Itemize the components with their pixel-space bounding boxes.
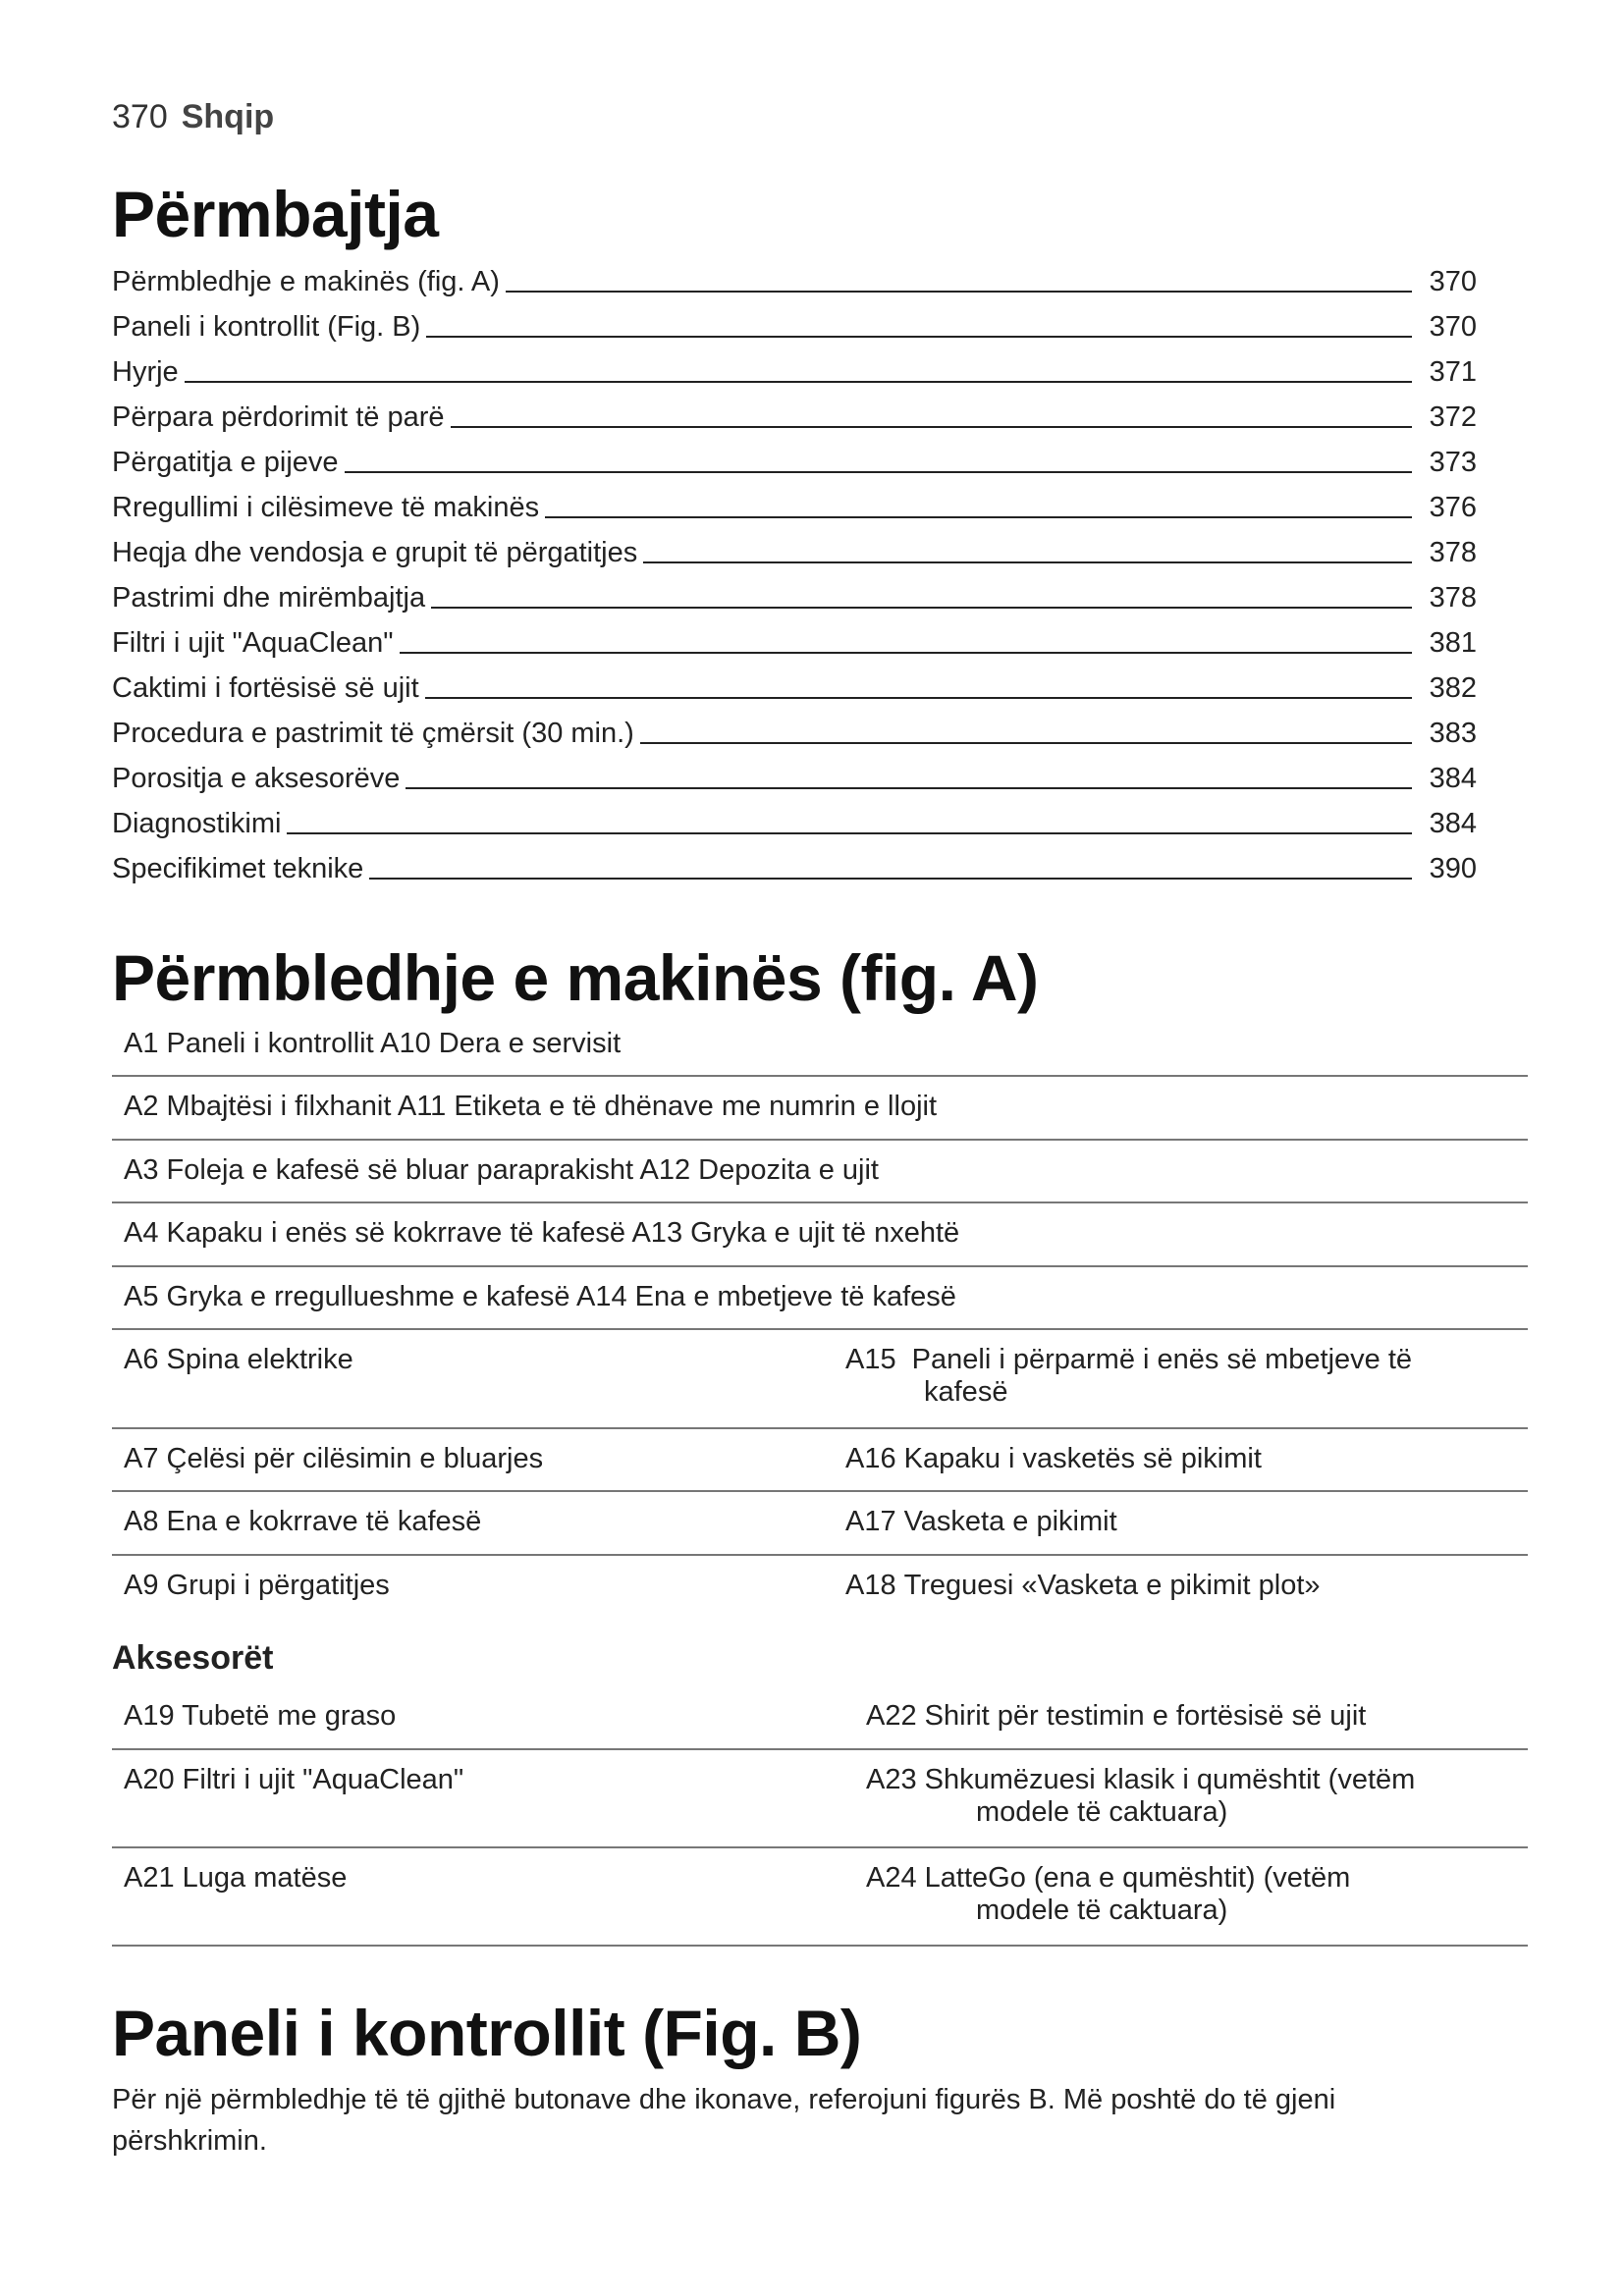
parts-row-text: A3 Foleja e kafesë së bluar paraprakisht A12 Depozita e ujit xyxy=(124,1154,879,1186)
toc-entry[interactable]: Porositja e aksesorëve 384 xyxy=(112,763,1477,794)
table-row xyxy=(112,1686,1528,1749)
toc-entry[interactable]: Hyrje 371 xyxy=(112,356,1477,388)
table-row xyxy=(112,1847,1528,1946)
accessory-left-cell: A20 Filtri i ujit "AquaClean" xyxy=(124,1764,464,1795)
accessory-right-cell: A23 Shkumëzuesi klasik i qumështit (vetëm modele të caktuara) xyxy=(866,1764,1416,1828)
language-label: Shqip xyxy=(181,98,275,135)
table-row xyxy=(112,1140,1528,1202)
toc-entry[interactable]: Heqja dhe vendosja e grupit të përgatitjes 378 xyxy=(112,537,1477,568)
overview-title: Përmbledhje e makinës (fig. A) xyxy=(112,941,1039,1014)
toc-entry[interactable]: Pastrimi dhe mirëmbajtja 378 xyxy=(112,582,1477,614)
toc-entry[interactable]: Paneli i kontrollit (Fig. B) 370 xyxy=(112,311,1477,343)
parts-left-cell: A8 Ena e kokrrave të kafesë xyxy=(124,1506,482,1537)
toc-entry[interactable]: Rregullimi i cilësimeve të makinës 376 xyxy=(112,492,1477,523)
table-row xyxy=(112,1266,1528,1329)
toc-entry[interactable]: Procedura e pastrimit të çmërsit (30 min.) 383 xyxy=(112,718,1477,749)
table-row xyxy=(112,1491,1528,1555)
control-panel-title: Paneli i kontrollit (Fig. B) xyxy=(112,1997,862,2069)
toc-entry[interactable]: Diagnostikimi 384 xyxy=(112,808,1477,839)
toc-entry[interactable]: Specifikimet teknike 390 xyxy=(112,853,1477,884)
toc-entry[interactable]: Caktimi i fortësisë së ujit 382 xyxy=(112,672,1477,704)
accessory-right-cell: A22 Shirit për testimin e fortësisë së ujit xyxy=(866,1700,1367,1732)
table-row xyxy=(112,1014,1528,1076)
parts-table xyxy=(112,1014,1528,1618)
toc-entry[interactable]: Përmbledhje e makinës (fig. A) 370 xyxy=(112,266,1477,297)
accessories-heading: Aksesorët xyxy=(112,1639,274,1677)
parts-left-cell: A7 Çelësi për cilësimin e bluarjes xyxy=(124,1443,544,1474)
toc-entry[interactable]: Përgatitja e pijeve 373 xyxy=(112,447,1477,478)
parts-right-cell: A16 Kapaku i vasketës së pikimit xyxy=(845,1443,1262,1474)
parts-left-cell: A6 Spina elektrike xyxy=(124,1344,353,1375)
accessory-right-cell: A24 LatteGo (ena e qumështit) (vetëm modele të caktuara) xyxy=(866,1862,1351,1926)
parts-row-text: A2 Mbajtësi i filxhanit A11 Etiketa e të dhënave me numrin e llojit xyxy=(124,1091,938,1122)
accessory-left-cell: A21 Luga matëse xyxy=(124,1862,348,1894)
parts-left-cell: A9 Grupi i përgatitjes xyxy=(124,1570,390,1601)
parts-row-text: A4 Kapaku i enës së kokrrave të kafesë A13 Gryka e ujit të nxehtë xyxy=(124,1217,960,1249)
page-number: 370 xyxy=(112,98,168,135)
toc-entry[interactable]: Përpara përdorimit të parë 372 xyxy=(112,401,1477,433)
table-of-contents xyxy=(112,253,1477,885)
parts-right-cell: A18 Treguesi «Vasketa e pikimit plot» xyxy=(845,1570,1321,1601)
parts-row-text: A5 Gryka e rregullueshme e kafesë A14 Ena e mbetjeve të kafesë xyxy=(124,1281,956,1312)
table-row xyxy=(112,1202,1528,1266)
table-row xyxy=(112,1076,1528,1140)
accessory-left-cell: A19 Tubetë me graso xyxy=(124,1700,397,1732)
parts-right-cell: A17 Vasketa e pikimit xyxy=(845,1506,1117,1537)
parts-right-cell: A15 Paneli i përparmë i enës së mbetjeve të kafesë xyxy=(845,1344,1413,1408)
table-row xyxy=(112,1749,1528,1847)
table-row xyxy=(112,1329,1528,1428)
table-row xyxy=(112,1555,1528,1618)
accessories-table xyxy=(112,1686,1528,1947)
page-header xyxy=(112,98,274,136)
parts-row-text: A1 Paneli i kontrollit A10 Dera e servisit xyxy=(124,1028,622,1059)
table-row xyxy=(112,1428,1528,1491)
toc-entry[interactable]: Filtri i ujit "AquaClean" 381 xyxy=(112,627,1477,659)
toc-title: Përmbajtja xyxy=(112,178,439,250)
control-panel-intro: Për një përmbledhje të të gjithë butonave dhe ikonave, referojuni figurës B. Më poshtë do të gjeni përshkrimin. xyxy=(112,2084,1336,2157)
